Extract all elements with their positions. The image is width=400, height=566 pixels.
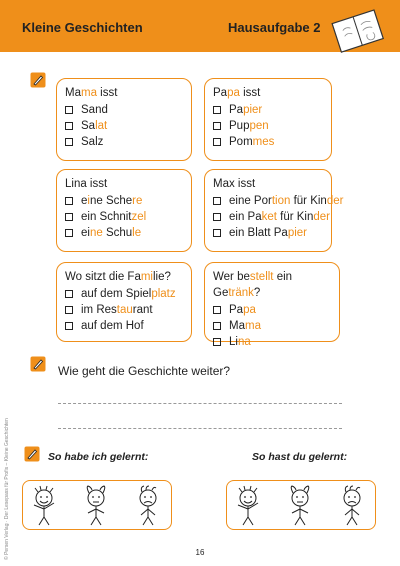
self-rating-box (22, 480, 172, 530)
card-question (213, 176, 323, 192)
answer-checkbox[interactable] (213, 213, 221, 221)
answer-option[interactable] (213, 209, 331, 225)
answer-option[interactable] (65, 118, 183, 134)
answer-option[interactable] (213, 318, 331, 334)
page-number: 16 (195, 548, 205, 557)
text-segment: Ma (229, 320, 245, 332)
text-segment: Salz (81, 136, 104, 148)
card-question (65, 176, 183, 192)
text-segment: isst (239, 87, 261, 99)
highlighted-syllable: tau (116, 304, 133, 316)
text-segment: Pa (213, 87, 228, 99)
answer-checkbox[interactable] (213, 322, 221, 330)
highlighted-syllable: pa (227, 87, 240, 99)
answer-option[interactable] (65, 225, 183, 241)
neutral-child-icon[interactable] (285, 485, 315, 527)
text-segment: ? (253, 287, 261, 299)
happy-child-icon[interactable] (29, 485, 59, 527)
pencil-icon (30, 72, 46, 88)
card-question (213, 85, 323, 101)
answer-option[interactable] (65, 209, 183, 225)
highlighted-syllable: i (87, 195, 90, 207)
page-title: Kleine Geschichten (22, 20, 143, 35)
answer-checkbox[interactable] (213, 197, 221, 205)
highlighted-syllable: re (132, 195, 143, 207)
pencil-icon (24, 446, 40, 462)
answer-checkbox[interactable] (65, 197, 73, 205)
text-segment: Pa (229, 104, 244, 116)
answer-checkbox[interactable] (65, 290, 73, 298)
text-segment: ei (81, 227, 90, 239)
question-card-4 (204, 169, 344, 252)
text-segment: lie? (152, 271, 171, 283)
text-segment: ein Schnit (81, 211, 132, 223)
card-question (65, 269, 183, 285)
teacher-assessment-label: So hast du gelernt: (252, 451, 348, 463)
answer-label (229, 318, 261, 334)
answer-checkbox[interactable] (213, 106, 221, 114)
question-card-6 (204, 262, 340, 348)
teacher-rating-box (226, 480, 376, 530)
text-segment: Lina isst (65, 178, 108, 190)
text-segment: für Kin (276, 211, 314, 223)
homework-label: Hausaufgabe 2 (228, 20, 321, 35)
answer-option[interactable] (65, 318, 183, 334)
answer-checkbox[interactable] (213, 338, 221, 346)
text-segment: e (81, 195, 88, 207)
highlighted-syllable: platz (151, 288, 176, 300)
answer-option[interactable] (65, 193, 183, 209)
text-segment: auf dem Spiel (81, 288, 152, 300)
question-card-2 (204, 78, 332, 161)
text-segment: Max isst (213, 178, 256, 190)
highlighted-syllable: pier (243, 104, 263, 116)
answer-option[interactable] (65, 286, 183, 302)
writing-line[interactable] (58, 428, 342, 429)
answer-checkbox[interactable] (213, 229, 221, 237)
answer-label (81, 134, 103, 150)
highlighted-syllable: tränk (228, 287, 254, 299)
copyright-note: © Persen Verlag · Der Lesepass für Profis – Kleine Geschichten (4, 418, 10, 560)
question-card-1 (56, 78, 192, 161)
answer-label (229, 302, 256, 318)
text-segment: Li (229, 336, 238, 348)
text-segment: isst (96, 87, 118, 99)
text-segment: Wo sitzt die Fa (65, 271, 141, 283)
answer-option[interactable] (213, 225, 323, 241)
writing-prompt: Wie geht die Geschichte weiter? (58, 364, 231, 378)
highlighted-syllable: pen (249, 120, 269, 132)
highlighted-syllable: ne (89, 227, 103, 239)
highlighted-syllable: ma (244, 320, 261, 332)
text-segment: ein Ge (213, 271, 293, 299)
answer-option[interactable] (213, 134, 323, 150)
text-segment: im Res (81, 304, 117, 316)
answer-checkbox[interactable] (65, 122, 73, 130)
answer-label (81, 302, 153, 318)
answer-label (81, 318, 144, 334)
text-segment: Schu (102, 227, 133, 239)
answer-label (229, 134, 274, 150)
highlighted-syllable: na (237, 336, 251, 348)
answer-label (229, 209, 330, 225)
answer-option[interactable] (65, 134, 183, 150)
highlighted-syllable: der (313, 211, 331, 223)
text-segment: Ma (65, 87, 81, 99)
text-segment: auf dem Hof (81, 320, 144, 332)
answer-label (81, 102, 108, 118)
text-segment: Pom (229, 136, 253, 148)
question-card-5 (56, 262, 192, 342)
text-segment: eine Por (229, 195, 272, 207)
answer-label (229, 102, 262, 118)
answer-option[interactable] (213, 302, 331, 318)
highlighted-syllable: zel (131, 211, 147, 223)
highlighted-syllable: stellt (249, 271, 274, 283)
highlighted-syllable: ma (80, 87, 97, 99)
answer-option[interactable] (213, 193, 344, 209)
text-segment: für Kin (290, 195, 327, 207)
answer-checkbox[interactable] (65, 138, 73, 146)
text-segment: rant (132, 304, 153, 316)
highlighted-syllable: le (132, 227, 142, 239)
neutral-child-icon[interactable] (81, 485, 111, 527)
answer-checkbox[interactable] (65, 322, 73, 330)
answer-label (81, 225, 141, 241)
highlighted-syllable: pier (287, 227, 308, 239)
card-question (213, 269, 331, 301)
answer-label (229, 193, 343, 209)
answer-label (229, 118, 269, 134)
answer-label (229, 334, 251, 350)
answer-checkbox[interactable] (65, 213, 73, 221)
text-segment: ne Sche (89, 195, 133, 207)
text-segment: Pup (229, 120, 250, 132)
sad-child-icon[interactable] (133, 485, 163, 527)
answer-checkbox[interactable] (213, 138, 221, 146)
highlighted-syllable: mi (140, 271, 153, 283)
book-icon (330, 6, 386, 58)
answer-label (81, 193, 142, 209)
answer-label (229, 225, 307, 241)
answer-option[interactable] (213, 102, 323, 118)
answer-option[interactable] (65, 102, 183, 118)
highlighted-syllable: lat (95, 120, 108, 132)
answer-checkbox[interactable] (213, 306, 221, 314)
highlighted-syllable: tion (271, 195, 291, 207)
answer-checkbox[interactable] (65, 229, 73, 237)
card-question (65, 85, 183, 101)
pencil-icon (30, 356, 46, 372)
answer-option[interactable] (213, 118, 323, 134)
answer-option[interactable] (65, 302, 183, 318)
answer-label (81, 118, 107, 134)
answer-option[interactable] (213, 334, 331, 350)
text-segment: ein Pa (229, 211, 262, 223)
sad-child-icon[interactable] (337, 485, 367, 527)
highlighted-syllable: ket (261, 211, 277, 223)
answer-label (81, 209, 146, 225)
text-segment: ein Blatt Pa (229, 227, 288, 239)
highlighted-syllable: mes (252, 136, 275, 148)
self-assessment-label: So habe ich gelernt: (48, 451, 149, 463)
highlighted-syllable: der (326, 195, 344, 207)
question-card-3 (56, 169, 192, 252)
highlighted-syllable: pa (243, 304, 256, 316)
answer-checkbox[interactable] (65, 306, 73, 314)
text-segment: Sa (81, 120, 96, 132)
happy-child-icon[interactable] (233, 485, 263, 527)
answer-label (81, 286, 176, 302)
answer-checkbox[interactable] (213, 122, 221, 130)
text-segment: Pa (229, 304, 244, 316)
text-segment: Wer be (213, 271, 250, 283)
writing-line[interactable] (58, 403, 342, 404)
text-segment: Sand (81, 104, 108, 116)
answer-checkbox[interactable] (65, 106, 73, 114)
